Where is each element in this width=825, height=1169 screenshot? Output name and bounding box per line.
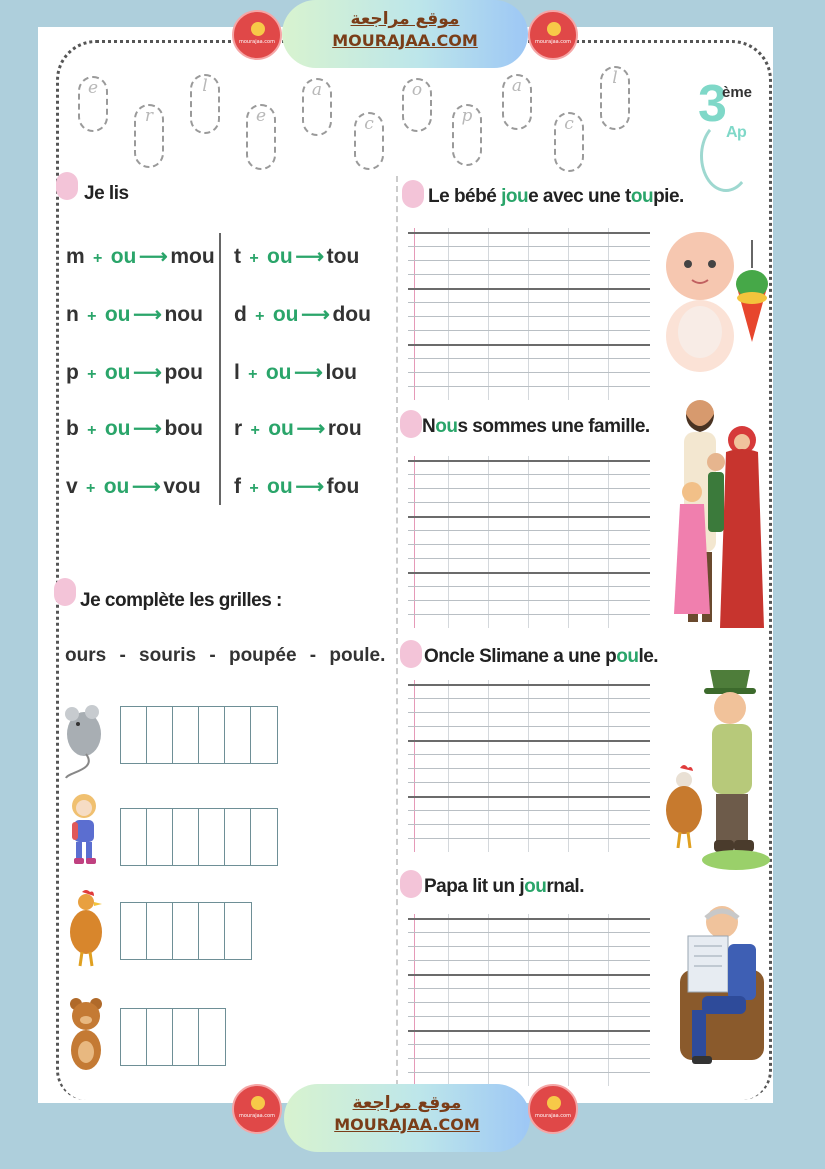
letter-grid[interactable]	[120, 902, 252, 960]
tracing-letter: p	[452, 104, 482, 166]
grid-cell[interactable]	[225, 903, 251, 959]
sentence-4: Papa lit un journal.	[424, 876, 584, 897]
syllable-row: m + ou ⟶ mou	[66, 245, 215, 268]
sentence-3: Oncle Slimane a une poule.	[424, 646, 659, 667]
section-marker	[400, 870, 422, 898]
grid-cell[interactable]	[251, 707, 277, 763]
syllable-row: f + ou ⟶ fou	[234, 475, 360, 498]
syllable-row: p + ou ⟶ pou	[66, 361, 203, 384]
grade-badge-ring	[700, 120, 752, 192]
site-arabic-name: موقع مراجعة	[350, 9, 460, 29]
section-marker	[402, 180, 424, 208]
family-picture	[670, 394, 770, 642]
site-logo-left-top: mourajaa.com	[232, 10, 282, 60]
sentence-2: Nous sommes une famille.	[422, 416, 650, 437]
mouse-picture	[58, 700, 108, 780]
site-logo-left-bottom: mourajaa.com	[232, 1084, 282, 1134]
tracing-letter: e	[246, 104, 276, 170]
syllable-row: l + ou ⟶ lou	[234, 361, 357, 384]
tracing-letter: c	[554, 112, 584, 172]
grid-cell[interactable]	[173, 707, 199, 763]
grid-cell[interactable]	[121, 707, 147, 763]
grid-cell[interactable]	[121, 1009, 147, 1065]
grid-cell[interactable]	[173, 1009, 199, 1065]
grid-cell[interactable]	[225, 707, 251, 763]
site-domain: MOURAJAA.COM	[332, 31, 478, 50]
grid-cell[interactable]	[147, 1009, 173, 1065]
section-marker	[54, 578, 76, 606]
writing-lines[interactable]	[408, 914, 650, 1086]
tracing-letter: c	[354, 112, 384, 170]
writing-lines[interactable]	[408, 456, 650, 628]
tracing-letter: r	[134, 104, 164, 168]
section-marker	[56, 172, 78, 200]
uncle-and-hen-picture	[664, 664, 772, 876]
site-arabic-name: موقع مراجعة	[352, 1093, 462, 1113]
grade-badge-superscript: ème	[722, 84, 753, 101]
syllable-row: n + ou ⟶ nou	[66, 303, 203, 326]
syllable-row: t + ou ⟶ tou	[234, 245, 360, 268]
site-domain: MOURAJAA.COM	[334, 1115, 480, 1134]
site-banner-top[interactable]	[282, 0, 528, 68]
baby-and-top-picture	[660, 224, 772, 380]
site-logo-right-bottom: mourajaa.com	[528, 1084, 578, 1134]
grid-cell[interactable]	[147, 809, 173, 865]
grade-badge-number: 3	[698, 75, 727, 133]
doll-picture	[64, 792, 104, 866]
grid-cell[interactable]	[199, 903, 225, 959]
bear-picture	[66, 996, 106, 1076]
grid-cell[interactable]	[121, 809, 147, 865]
syllable-row: r + ou ⟶ rou	[234, 417, 362, 440]
column-divider	[396, 176, 398, 1096]
tracing-letter: o	[402, 78, 432, 132]
tracing-letter: e	[78, 76, 108, 132]
syllable-row: d + ou ⟶ dou	[234, 303, 371, 326]
grid-cell[interactable]	[225, 809, 251, 865]
letter-grid[interactable]	[120, 706, 278, 764]
grid-cell[interactable]	[173, 809, 199, 865]
tracing-letter: a	[502, 74, 532, 130]
grid-cell[interactable]	[173, 903, 199, 959]
letter-grid[interactable]	[120, 1008, 226, 1066]
hen-picture	[66, 888, 108, 970]
section-marker	[400, 640, 422, 668]
tracing-letter: a	[302, 78, 332, 136]
syllable-row: b + ou ⟶ bou	[66, 417, 203, 440]
section-marker	[400, 410, 422, 438]
writing-lines[interactable]	[408, 680, 650, 852]
word-bank: ours - souris - poupée - poule.	[65, 645, 386, 666]
grid-cell[interactable]	[199, 707, 225, 763]
grid-cell[interactable]	[147, 903, 173, 959]
syllable-separator	[219, 233, 221, 505]
grid-cell[interactable]	[121, 903, 147, 959]
site-logo-right-top: mourajaa.com	[528, 10, 578, 60]
grade-badge-suffix: Ap	[726, 124, 747, 141]
section-read-title: Je lis	[84, 183, 129, 204]
grid-cell[interactable]	[251, 809, 277, 865]
sentence-1: Le bébé joue avec une toupie.	[428, 186, 684, 207]
dad-reading-newspaper-picture	[676, 900, 768, 1068]
grid-cell[interactable]	[199, 1009, 225, 1065]
grid-cell[interactable]	[147, 707, 173, 763]
letter-grid[interactable]	[120, 808, 278, 866]
writing-lines[interactable]	[408, 228, 650, 400]
tracing-letter: l	[600, 66, 630, 130]
site-banner-bottom[interactable]	[284, 1084, 530, 1152]
section-grids-title: Je complète les grilles :	[80, 590, 282, 611]
tracing-letter: l	[190, 74, 220, 134]
grid-cell[interactable]	[199, 809, 225, 865]
syllable-row: v + ou ⟶ vou	[66, 475, 201, 498]
